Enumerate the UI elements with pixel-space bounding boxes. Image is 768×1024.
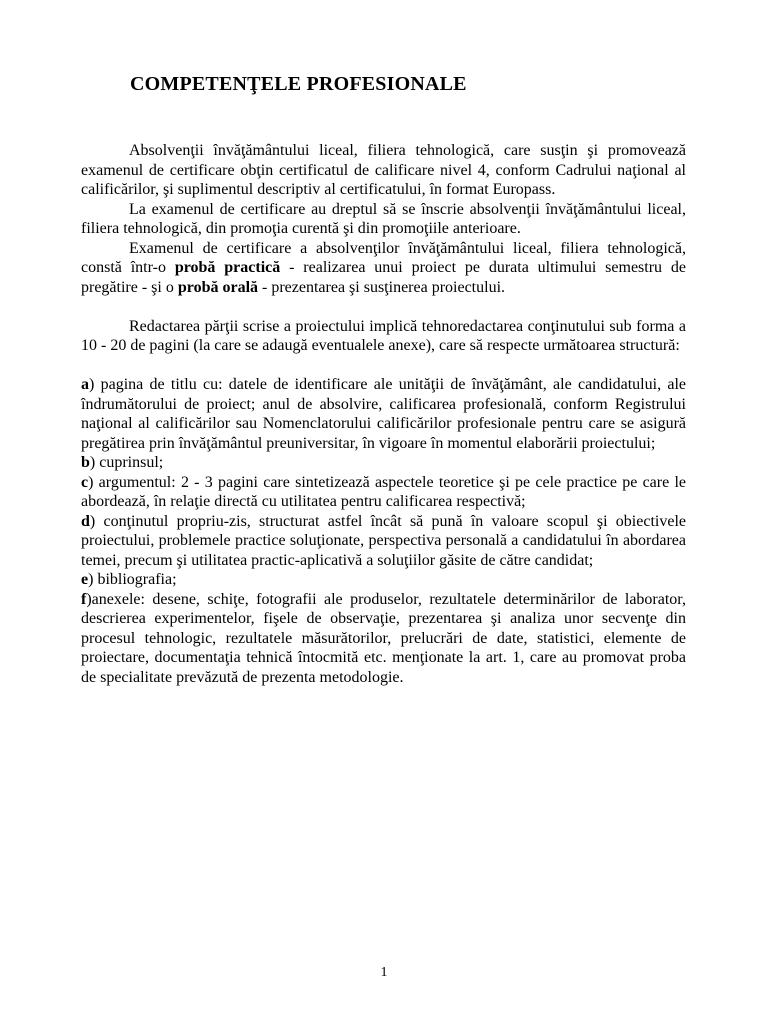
list-item-text: )anexele: desene, schiţe, fotografii ale produselor, rezultatele determinărilor de laborator, descrierea experimentelor, fişele de observaţie, prezentarea şi analiza unor secvenţe din procesul tehnologic, rezultatele măsurătorilor, prelucrări de date, statistici, elemente de proiectare, documentaţia tehnică întocmită etc. menţionate la art. 1, care au promovat proba de specialitate prevăzută de prezenta metodologie. bbox=[81, 590, 686, 686]
paragraph-written-part: Redactarea părţii scrise a proiectului implică tehnoredactarea conţinutului sub forma a 10 - 20 de pagini (la care se adaugă eventualele anexe), care să respecte următoarea structură: bbox=[81, 317, 686, 354]
list-item-marker: f bbox=[81, 590, 87, 608]
list-item-marker: c bbox=[81, 473, 89, 491]
page-number: 1 bbox=[380, 965, 388, 980]
list-item-text: ) argumentul: 2 - 3 pagini care sintetizează aspectele teoretice şi pe cele practice pe care le abordează, în relaţie directă cu utilitatea pentru calificarea respectivă; bbox=[81, 473, 686, 510]
paragraph-eligibility: La examenul de certificare au dreptul să se înscrie absolvenţii învăţământului liceal, filiera tehnologică, din promoţia curentă şi din promoţiile anterioare. bbox=[81, 200, 686, 237]
list-item-f bbox=[81, 590, 686, 688]
list-item-marker: e bbox=[81, 571, 89, 588]
list-item-text: ) bibliografia; bbox=[88, 571, 177, 588]
list-item-marker: d bbox=[81, 512, 90, 530]
list-item-a bbox=[81, 375, 686, 453]
list-item-text: ) pagina de titlu cu: datele de identificare ale unităţii de învăţământ, ale candidatului, ale îndrumătorului de proiect; anul de absolvire, calificarea profesională, conform Registrului naţional al calificărilor sau Nomenclatorului calificărilor profesionale pentru care se asigură pregătirea prin învăţământul preuniversitar, în vigoare în momentul elaborării proiectului; bbox=[81, 376, 686, 452]
oral-test-label: probă orală bbox=[177, 278, 259, 296]
exam-text-2: - realizarea unui proiect pe durata ultimului semestru de pregătire - şi o bbox=[81, 259, 686, 296]
list-item-e bbox=[81, 570, 686, 590]
document-body bbox=[81, 141, 686, 687]
list-item-text: ) cuprinsul; bbox=[89, 454, 164, 471]
list-item-marker: b bbox=[81, 454, 90, 471]
paragraph-spacer bbox=[81, 297, 686, 317]
paragraph-graduates: Absolvenţii învăţământului liceal, filiera tehnologică, care susţin şi promovează examenul de certificare obţin certificatul de calificare nivel 4, conform Cadrului naţional al calificărilor, şi suplimentul descriptiv al certificatului, în format Europass. bbox=[81, 142, 686, 198]
exam-text-3: - prezentarea şi susţinerea proiectului. bbox=[258, 278, 506, 296]
list-item-b bbox=[81, 453, 686, 473]
paragraph-spacer bbox=[81, 356, 686, 376]
page-title: COMPETENŢELE PROFESIONALE bbox=[130, 73, 467, 95]
list-item-text: ) conţinutul propriu-zis, structurat astfel încât să pună în valoare scopul şi obiectivele proiectului, problemele practice soluţionate, perspectiva personală a candidatului în abordarea temei, precum şi utilitatea practic-aplicativă a soluţiilor găsite de către candidat; bbox=[81, 512, 686, 569]
paragraph-exam-structure bbox=[81, 239, 686, 298]
practical-test-label: probă practică bbox=[174, 259, 281, 276]
exam-text-1: Examenul de certificare a absolvenţilor învăţământului liceal, filiera tehnologică, constă într-o bbox=[81, 239, 686, 276]
list-item-marker: a bbox=[81, 376, 89, 393]
list-item-c bbox=[81, 473, 686, 512]
list-item-d bbox=[81, 512, 686, 571]
